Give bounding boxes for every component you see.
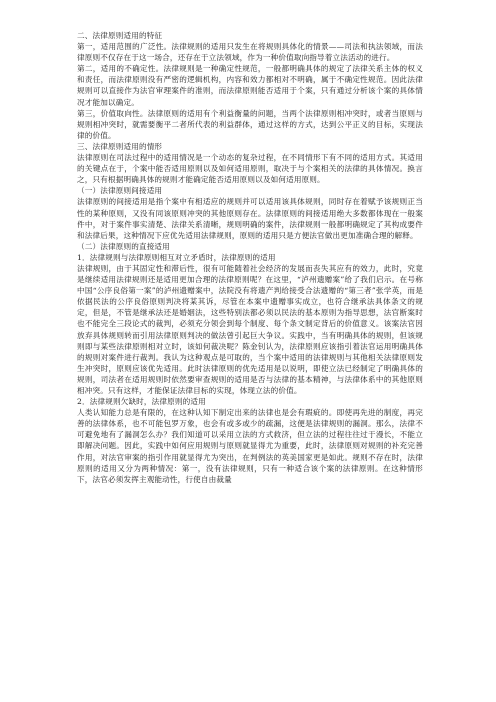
- paragraph-conflict: 法律规则，由于其固定性和滞后性，很有可能随着社会经济的发展而丧失其应有的效力，此时，究竟是继续适用法律规则还是适用更加合理的法律原则呢？在这里，“泸州遗赠案”给了我们启示。在号称中国“公序良俗第一案”的泸州遗赠案中，法院没有将遗产判给接受合法遗赠的“第三者”张学英，而是依据民法的公序良俗原则判决将某其诉，尽管在本案中遗赠事实成立，也符合继承法具体条文的规定，但是，不管是继承法还是婚姻法，这些特别法都必须以民法的基本原则为指导思想，法官断案时也不能完全三段论式的裁判，必须充分领会到每个制度、每个条文制定背后的价值意义。该案法官因放弃具体规则转而引用法律原则判决的做法曾引起巨大争议。实践中，当有明确具体的规则，但该规则即与某些法律原则相对立时，该如何裁决呢？陈金钊认为，法律原则应该指引着法官运用明确具体的规则对案件进行裁判。我认为这种观点是可取的，当个案中适用的法律规则与其他相关法律原则发生冲突时，原则应该优先适用。此时法律原则的优先适用是以说明，即使立法已经制定了明确具体的规则，司法者在适用规则时依然要审查规则的适用是否与法律的基本精神，与法律体系中的其他原则相冲突。只有这样，才能保证法律目标的实现，体现立法的价值。: [77, 263, 423, 395]
- subheading-direct: （二）法律原则的直接适用: [77, 241, 170, 251]
- section-heading-3: 三、法律原则适用的情形: [77, 141, 163, 151]
- paragraph-gap: 人类认知能力总是有限的，在这种认知下制定出来的法律也是会有瑕疵的。即使再先进的制度，再完善的法律体系，也不可能包罗万象，也会有或多或少的疏漏，这便是法律规则的漏洞。那么，法律不可避免地有了漏洞怎么办？我们知道可以采用立法的方式救济，但立法的过程往往过于漫长，不能立即解决问题。因此，实践中如何应用规则与原则就显得尤为重要，此时，法律原则对规则的补充完善作用，对法官审案的指引作用就显得尤为突出，在判例法的英美国家更是如此。规则不存在时，法律原则的适用又分为两种情况：第一，没有法律规则，只有一种适合该个案的法律原则。在这种情形下，法官必须发挥主观能动性，行使自由裁量: [77, 408, 423, 484]
- subheading-indirect: （一）法律原则间接适用: [77, 186, 163, 196]
- paragraph-value-orientation: 第三，价值取向性。法律原则的适用有个利益衡量的问题，当两个法律原则相冲突时，或者当原则与规则相冲突时，就需要衡平二者所代表的利益群体，通过这样的方式，达到公平正义的目标，实现法律的价值。: [77, 108, 423, 140]
- paragraph-scope: 第一，适用范围的广泛性。法律规则的适用只发生在将规则具体化的情景——司法和执法领域，而法律原则不仅存在于这一场合，还存在于立法领域，作为一种价值取向指导着立法活动的进行。: [77, 42, 423, 63]
- subheading-gap: 2．法律规则欠缺时，法律原则的适用: [77, 397, 206, 407]
- paragraph-uncertainty: 第二，适用的不确定性。法律规则是一种确定性规范，一般都明确具体的规定了法律关系主体的权义和责任，而法律原则没有严密的逻辑机构，内容和效力都相对不明确，属于不确定性规范。因此法律规则可以直接作为法官审理案件的准则，而法律原则能否适用于个案，只有通过分析该个案的具体情况才能加以确定。: [77, 64, 423, 107]
- subheading-conflict: 1．法律规则与法律原则相互对立矛盾时，法律原则的适用: [77, 252, 276, 262]
- section-heading-2: 二、法律原则适用的特征: [77, 31, 163, 40]
- document-page: [77, 30, 423, 485]
- paragraph-indirect: 法律原则的间接适用是指个案中有相适应的规则并可以适用该具体规则，同时存在着赋予该规则正当性的某种原则，又没有同该原则冲突的其他原则存在。法律原则的间接适用绝大多数都体现在一般案件中，对于案件事实清楚、法律关系清晰，规则明确的案件，法律规则一般都明确规定了其构成要件和法律后果，这种情况下应优先适用法律规则，原则的适用只是方便法官做出更加准确合理的解释。: [77, 197, 423, 240]
- paragraph-dynamic-process: 法律原则在司法过程中的适用情况是一个动态的复杂过程，在不同情形下有不同的适用方式。其适用的关键点在于，个案中能否适用原则以及如何适用原则，取决于与个案相关的法律的具体情况。换言之，只有根据明确具体的规则才能确定能否适用原则以及如何适用原则。: [77, 153, 423, 185]
